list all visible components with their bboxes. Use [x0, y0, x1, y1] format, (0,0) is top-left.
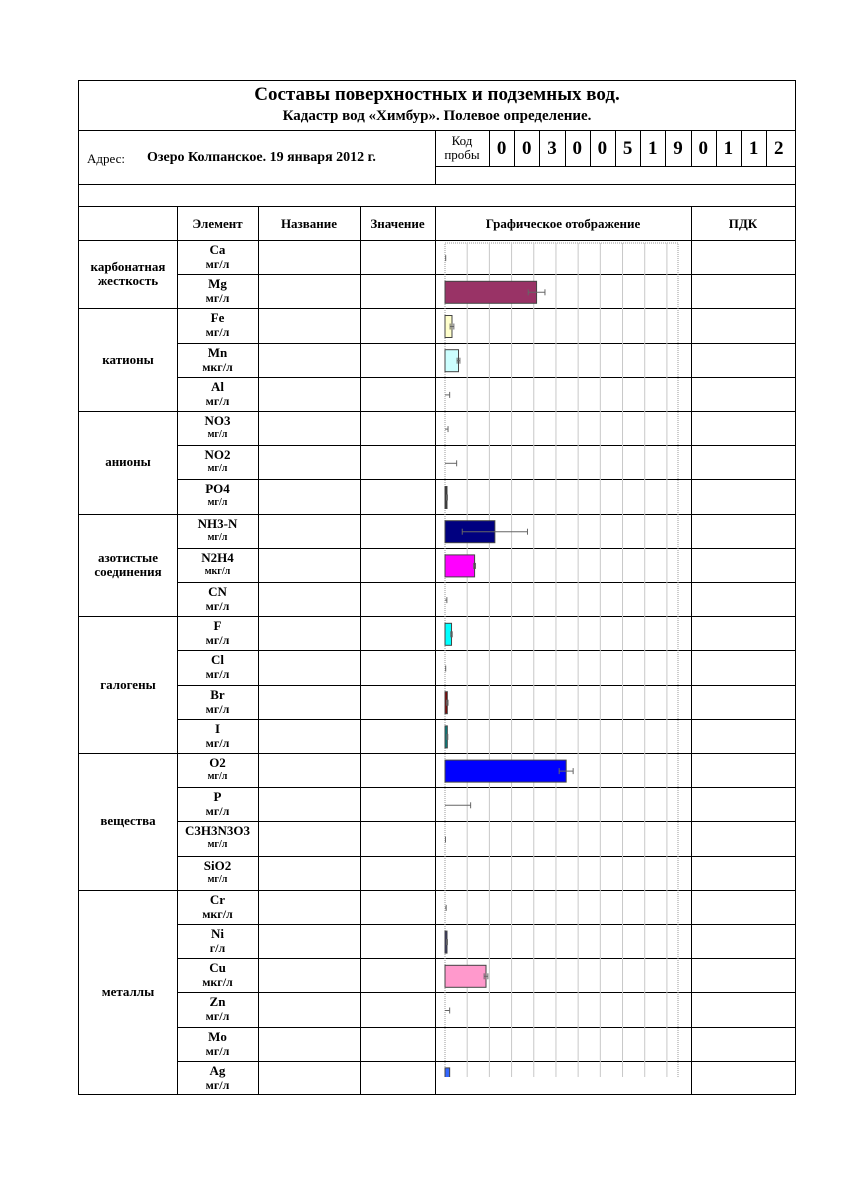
- element-symbol: Zn: [209, 994, 226, 1010]
- element-symbol: Br: [210, 686, 225, 702]
- element-symbol: Ca: [209, 242, 226, 258]
- element-cell: [177, 514, 258, 548]
- element-name: [260, 856, 358, 890]
- table-rule: [539, 130, 540, 166]
- sample-code-digit: 9: [673, 138, 683, 159]
- element-symbol: Cl: [211, 652, 224, 668]
- element-unit: мг/л: [205, 633, 230, 648]
- element-value: [360, 890, 435, 924]
- element-cell: [177, 650, 258, 684]
- element-value: [360, 1027, 435, 1061]
- element-value: [360, 240, 435, 274]
- table-rule: [79, 206, 795, 207]
- element-pdk: [691, 787, 795, 821]
- element-cell: [177, 753, 258, 787]
- sample-code-digit: 5: [622, 138, 633, 159]
- element-name: [260, 274, 358, 308]
- element-cell: [177, 958, 258, 992]
- element-name: [260, 445, 358, 479]
- element-name: [260, 1027, 358, 1061]
- col-header-name: Название: [280, 216, 338, 231]
- element-cell: [177, 685, 258, 719]
- sample-code-digit: 0: [597, 138, 608, 159]
- element-name: [260, 719, 358, 753]
- element-value: [360, 958, 435, 992]
- element-symbol: CN: [208, 584, 227, 600]
- element-cell: [177, 1027, 258, 1061]
- element-unit: мг/л: [207, 497, 228, 509]
- element-value: [360, 650, 435, 684]
- element-value: [360, 274, 435, 308]
- element-value: [360, 924, 435, 958]
- element-pdk: [691, 685, 795, 719]
- element-unit: мг/л: [205, 1077, 230, 1092]
- sample-code-digit: 2: [774, 138, 784, 159]
- element-unit: мг/л: [205, 804, 230, 819]
- plot-area: [445, 243, 678, 1077]
- table-rule: [741, 130, 742, 166]
- element-cell: [177, 787, 258, 821]
- bar: [445, 965, 486, 987]
- table-rule: [640, 130, 641, 166]
- element-name: [260, 308, 358, 342]
- element-name: [260, 753, 358, 787]
- element-value: [360, 753, 435, 787]
- element-symbol: Cr: [209, 891, 226, 907]
- element-unit: мг/л: [205, 1043, 230, 1058]
- element-symbol: Fe: [210, 310, 225, 326]
- element-pdk: [691, 890, 795, 924]
- element-value: [360, 343, 435, 377]
- col-header-graph: Графическое отображение: [485, 216, 641, 231]
- element-symbol: Mn: [207, 344, 228, 360]
- element-value: [360, 856, 435, 890]
- sample-code-digit: 1: [648, 138, 658, 159]
- group-label: вещества: [100, 813, 156, 829]
- element-pdk: [691, 719, 795, 753]
- element-name: [260, 787, 358, 821]
- element-cell: [177, 992, 258, 1026]
- element-symbol: Al: [211, 378, 224, 394]
- element-cell: [177, 274, 258, 308]
- element-symbol: P: [213, 789, 222, 805]
- element-cell: [177, 308, 258, 342]
- element-cell: [177, 411, 258, 445]
- element-symbol: SiO2: [203, 857, 232, 873]
- element-value: [360, 548, 435, 582]
- sample-code-digit: 0: [496, 138, 507, 159]
- bar: [445, 555, 475, 577]
- element-symbol: C3H3N3O3: [185, 823, 250, 839]
- element-name: [260, 479, 358, 513]
- table-rule: [716, 130, 717, 166]
- table-rule: [615, 130, 616, 166]
- element-name: [260, 821, 358, 855]
- element-pdk: [691, 992, 795, 1026]
- element-name: [260, 1061, 358, 1095]
- element-value: [360, 308, 435, 342]
- element-pdk: [691, 616, 795, 650]
- element-pdk: [691, 1061, 795, 1095]
- bar: [445, 1068, 450, 1077]
- element-symbol: PO4: [205, 481, 230, 497]
- table-rule: [565, 130, 566, 166]
- element-pdk: [691, 582, 795, 616]
- element-cell: [177, 377, 258, 411]
- element-cell: [177, 479, 258, 513]
- element-unit: мг/л: [205, 735, 230, 750]
- element-pdk: [691, 548, 795, 582]
- element-symbol: Cu: [209, 960, 226, 976]
- element-value: [360, 514, 435, 548]
- element-unit: мкг/л: [202, 975, 233, 990]
- element-name: [260, 514, 358, 548]
- element-value: [360, 479, 435, 513]
- element-cell: [177, 240, 258, 274]
- element-value: [360, 411, 435, 445]
- element-value: [360, 787, 435, 821]
- element-pdk: [691, 411, 795, 445]
- element-unit: мкг/л: [204, 565, 231, 577]
- element-unit: мг/л: [207, 873, 228, 885]
- element-symbol: I: [214, 720, 221, 736]
- element-unit: мг/л: [207, 463, 228, 475]
- element-symbol: Mo: [208, 1028, 227, 1044]
- element-pdk: [691, 274, 795, 308]
- element-cell: [177, 548, 258, 582]
- element-pdk: [691, 650, 795, 684]
- element-value: [360, 616, 435, 650]
- element-symbol: N2H4: [201, 549, 234, 565]
- element-value: [360, 582, 435, 616]
- sample-code-digit: 0: [522, 138, 532, 159]
- group-label: галогены: [100, 676, 156, 692]
- table-rule: [79, 184, 795, 185]
- element-name: [260, 685, 358, 719]
- table-rule: [79, 130, 795, 131]
- address-label: Адрес:: [87, 151, 125, 166]
- table-rule: [691, 130, 692, 166]
- element-name: [260, 548, 358, 582]
- element-unit: мг/л: [205, 291, 230, 306]
- element-symbol: NO3: [204, 413, 231, 429]
- element-symbol: F: [213, 618, 222, 634]
- element-symbol: Mg: [208, 276, 227, 292]
- table-rule: [435, 130, 436, 184]
- sample-code-digit: 1: [748, 138, 759, 159]
- element-cell: [177, 821, 258, 855]
- element-pdk: [691, 821, 795, 855]
- address-value: Озеро Колпанское. 19 января 2012 г.: [147, 150, 376, 165]
- element-cell: [177, 856, 258, 890]
- element-unit: мг/л: [205, 325, 230, 340]
- element-pdk: [691, 445, 795, 479]
- element-pdk: [691, 958, 795, 992]
- element-cell: [177, 890, 258, 924]
- element-value: [360, 821, 435, 855]
- element-symbol: O2: [209, 755, 226, 771]
- element-pdk: [691, 924, 795, 958]
- table-rule: [514, 130, 515, 166]
- element-pdk: [691, 479, 795, 513]
- group-label: анионы: [105, 454, 151, 470]
- element-unit: мг/л: [205, 667, 230, 682]
- element-unit: мг/л: [205, 1009, 230, 1024]
- page-title: Составы поверхностных и подземных вод.: [254, 84, 620, 105]
- element-cell: [177, 924, 258, 958]
- element-unit: мг/л: [205, 257, 230, 272]
- element-value: [360, 445, 435, 479]
- element-name: [260, 992, 358, 1026]
- element-unit: мг/л: [207, 429, 228, 441]
- element-unit: мкг/л: [202, 906, 233, 921]
- element-name: [260, 240, 358, 274]
- element-pdk: [691, 240, 795, 274]
- element-unit: г/л: [209, 941, 226, 956]
- bar-chart: [435, 241, 691, 1077]
- water-composition-sheet: [78, 80, 796, 1095]
- element-name: [260, 890, 358, 924]
- bar: [445, 281, 537, 303]
- col-header-element: Элемент: [192, 216, 243, 231]
- element-unit: мг/л: [205, 701, 230, 716]
- sample-code-label: Код пробы: [444, 133, 480, 162]
- element-pdk: [691, 308, 795, 342]
- element-unit: мкг/л: [202, 359, 233, 374]
- sample-code-digit: 3: [547, 138, 557, 159]
- col-header-value: Значение: [370, 216, 425, 231]
- element-unit: мг/л: [205, 393, 230, 408]
- table-rule: [766, 130, 767, 166]
- element-name: [260, 924, 358, 958]
- sample-code-digit: 1: [723, 138, 734, 159]
- element-symbol: Ag: [209, 1062, 226, 1078]
- element-cell: [177, 582, 258, 616]
- element-symbol: Ni: [211, 926, 224, 942]
- element-pdk: [691, 1027, 795, 1061]
- sample-code-digit: 0: [698, 138, 708, 159]
- element-value: [360, 719, 435, 753]
- element-name: [260, 377, 358, 411]
- table-rule: [665, 130, 666, 166]
- sample-code-digit: 0: [572, 138, 582, 159]
- group-label: металлы: [101, 984, 155, 1000]
- group-label: карбонатная жесткость: [90, 259, 166, 289]
- col-header-pdk: ПДК: [728, 216, 758, 231]
- table-rule: [590, 130, 591, 166]
- element-unit: мг/л: [205, 599, 230, 614]
- table-rule: [489, 130, 490, 166]
- table-rule: [435, 166, 795, 167]
- element-value: [360, 1061, 435, 1095]
- element-pdk: [691, 343, 795, 377]
- group-label: катионы: [102, 351, 154, 367]
- element-unit: мг/л: [207, 531, 228, 543]
- element-cell: [177, 719, 258, 753]
- group-label: азотистые соединения: [94, 549, 162, 579]
- element-symbol: NO2: [204, 447, 231, 463]
- element-cell: [177, 1061, 258, 1095]
- element-pdk: [691, 753, 795, 787]
- element-symbol: NH3-N: [197, 515, 238, 531]
- element-cell: [177, 445, 258, 479]
- element-pdk: [691, 377, 795, 411]
- element-value: [360, 377, 435, 411]
- element-name: [260, 650, 358, 684]
- bar: [445, 760, 566, 782]
- element-unit: мг/л: [207, 771, 228, 783]
- page-subtitle: Кадастр вод «Химбур». Полевое определение.: [282, 108, 592, 124]
- bar: [445, 350, 459, 372]
- element-value: [360, 992, 435, 1026]
- element-name: [260, 343, 358, 377]
- element-name: [260, 582, 358, 616]
- element-pdk: [691, 856, 795, 890]
- element-cell: [177, 616, 258, 650]
- element-pdk: [691, 514, 795, 548]
- element-cell: [177, 343, 258, 377]
- element-name: [260, 616, 358, 650]
- element-unit: мг/л: [207, 839, 228, 851]
- element-value: [360, 685, 435, 719]
- element-name: [260, 958, 358, 992]
- element-name: [260, 411, 358, 445]
